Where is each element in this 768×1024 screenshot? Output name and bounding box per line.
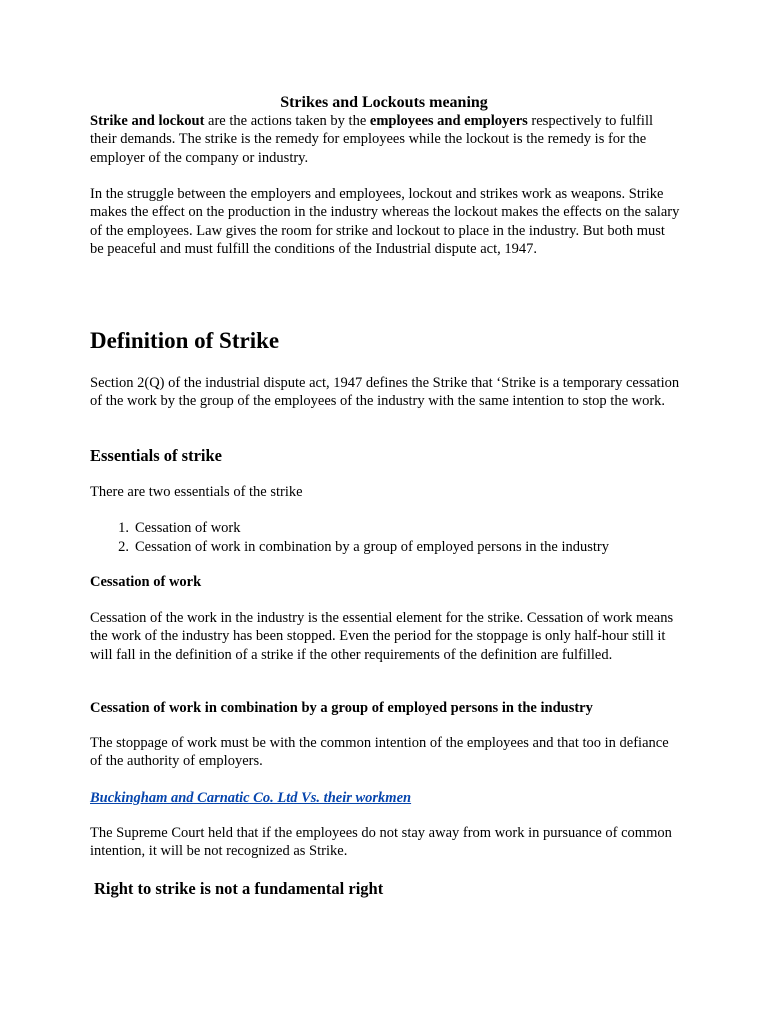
list-item-number: 2. (118, 539, 129, 555)
cessation-paragraph: Cessation of the work in the industry is the essential element for the strike. Cessation of work means the work of the industry has been stopped. Even the period for the stoppage is only half-hour still it will fall in the definition of a strike if the other requirements of the definition are fulfilled. (90, 610, 674, 663)
combination-heading: Cessation of work in combination by a group of employed persons in the industry (90, 700, 593, 716)
intro-bold-employees-employers: employees and employers (369, 113, 528, 129)
intro-text-2: respectively to fulfill their demands. The strike is the remedy for employees while the lockout is the remedy is for the employer of the company or industry. (90, 113, 654, 166)
intro-text-1: are the actions taken by the (204, 113, 370, 129)
essentials-list (90, 519, 690, 557)
document-title: Strikes and Lockouts meaning (280, 94, 488, 111)
cessation-heading: Cessation of work (90, 574, 202, 590)
essentials-heading: Essentials of strike (90, 446, 222, 465)
list-item (90, 538, 690, 557)
list-item-text: Cessation of work (135, 520, 241, 536)
list-item-number: 1. (118, 520, 129, 536)
intro-bold-strike-lockout: Strike and lockout (90, 113, 205, 129)
case-paragraph: The Supreme Court held that if the employees do not stay away from work in pursuance of common intention, it will be not recognized as Strike. (90, 825, 672, 860)
case-link[interactable]: Buckingham and Carnatic Co. Ltd Vs. their workmen (90, 790, 412, 806)
combination-paragraph: The stoppage of work must be with the common intention of the employees and that too in defiance of the authority of employers. (90, 735, 669, 770)
struggle-paragraph: In the struggle between the employers and employees, lockout and strikes work as weapons. Strike makes the effect on the production in the industry whereas the lockout makes the effects on the salary of the employees. Law gives the room for strike and lockout to place in the industry. But both must be peaceful and must fulfill the conditions of the Industrial dispute act, 1947. (90, 186, 680, 257)
definition-heading: Definition of Strike (90, 328, 280, 353)
right-to-strike-heading: Right to strike is not a fundamental right (94, 879, 384, 898)
intro-paragraph (90, 112, 680, 167)
essentials-intro: There are two essentials of the strike (90, 484, 303, 500)
list-item (90, 519, 690, 538)
list-item-text: Cessation of work in combination by a group of employed persons in the industry (135, 539, 609, 555)
definition-paragraph: Section 2(Q) of the industrial dispute act, 1947 defines the Strike that ‘Strike is a temporary cessation of the work by the group of the employees of the industry with the same intention to stop the work. (90, 375, 680, 410)
